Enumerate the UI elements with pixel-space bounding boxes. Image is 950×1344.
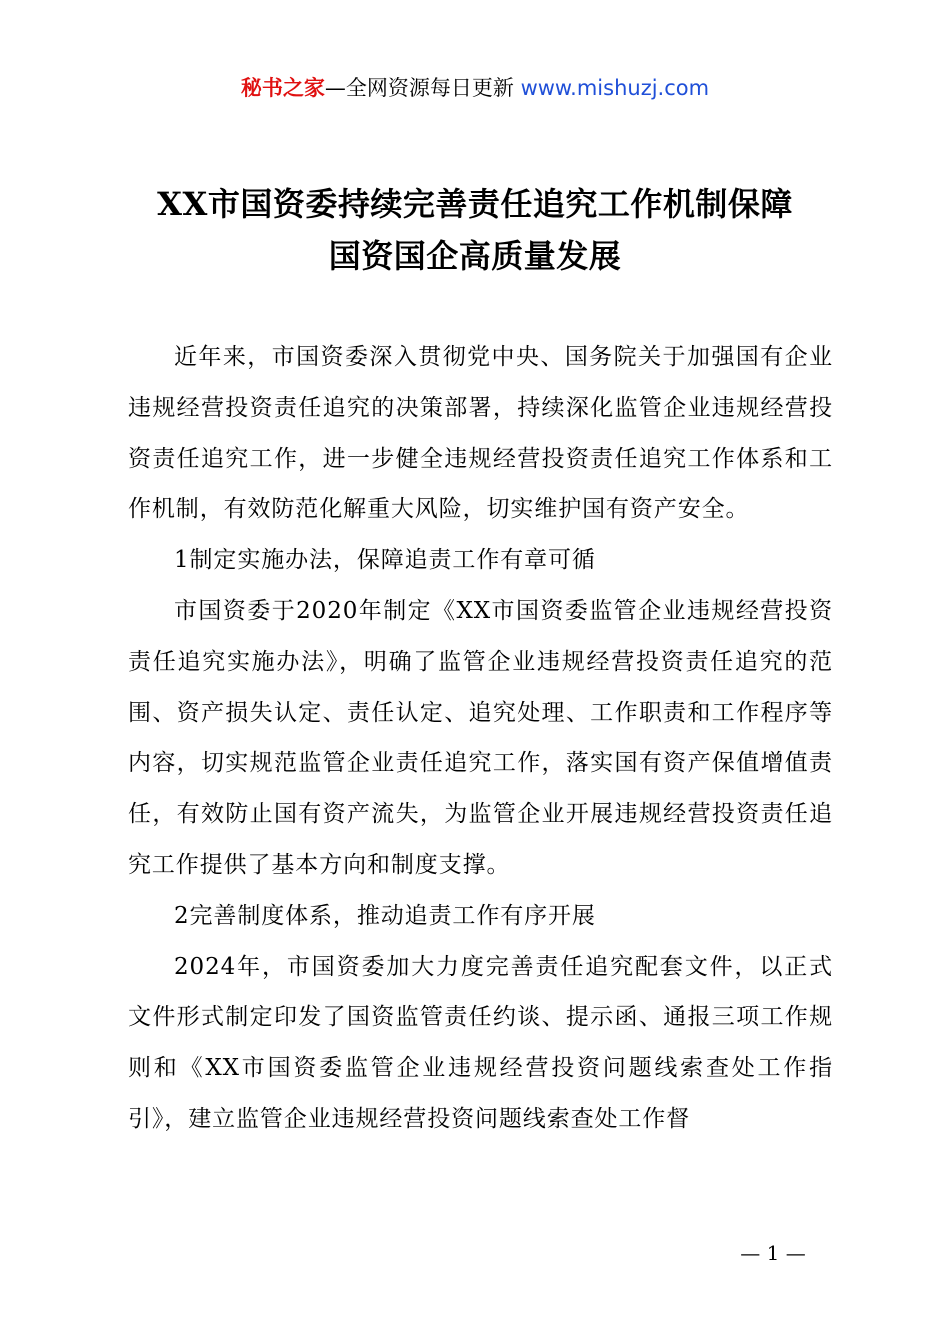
site-header [0, 72, 950, 104]
title-line-1: XX市国资委持续完善责任追究工作机制保障 [157, 185, 793, 223]
paragraph-section-2: 2024年，市国资委加大力度完善责任追究配套文件，以正式文件形式制定印发了国资监管责任约谈、提示函、通报三项工作规则和《XX市国资委监管企业违规经营投资问题线索查处工作指引》，建立监管企业违规经营投资问题线索查处工作督 [128, 953, 833, 1132]
page-number: — 1 — [740, 1241, 806, 1265]
paragraph-section-1: 市国资委于2020年制定《XX市国资委监管企业违规经营投资责任追究实施办法》，明确了监管企业违规经营投资责任追究的范围、资产损失认定、责任认定、追究处理、工作职责和工作程序等内容，切实规范监管企业责任追究工作，落实国有资产保值增值责任，有效防止国有资产流失，为监管企业开展违规经营投资责任追究工作提供了基本方向和制度支撑。 [128, 597, 833, 878]
document-title [60, 178, 890, 282]
title-line-2: 国资国企高质量发展 [328, 237, 622, 275]
section-heading-2: 2完善制度体系，推动追责工作有序开展 [174, 902, 596, 929]
site-tagline: —全网资源每日更新 [324, 76, 521, 100]
paragraph-intro: 近年来，市国资委深入贯彻党中央、国务院关于加强国有企业违规经营投资责任追究的决策部署，持续深化监管企业违规经营投资责任追究工作，进一步健全违规经营投资责任追究工作体系和工作机制，有效防范化解重大风险，切实维护国有资产安全。 [128, 344, 833, 523]
site-brand: 秘书之家 [240, 76, 325, 100]
section-heading-1: 1制定实施办法，保障追责工作有章可循 [174, 547, 596, 574]
document-body [128, 332, 833, 1145]
site-url-link[interactable]: www.mishuzj.com [520, 76, 710, 100]
